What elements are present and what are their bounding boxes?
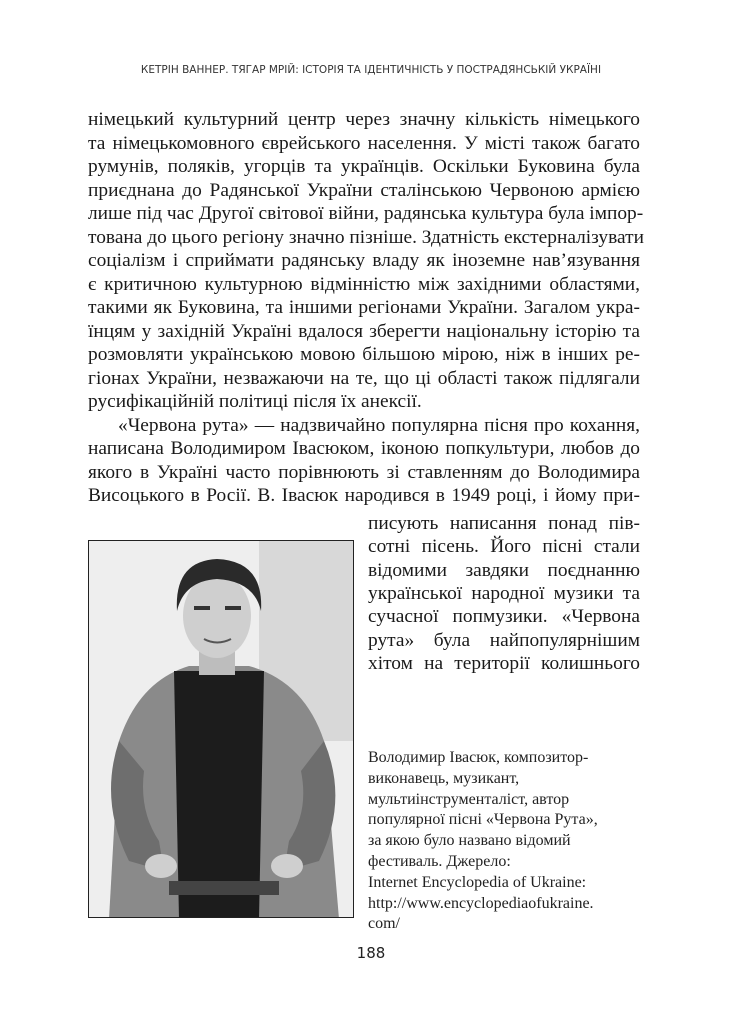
body-line: Висоцького в Росії. В. Івасюк народився в 1949 році, і йому при-: [88, 485, 640, 506]
body-line: лише під час Другої світової війни, радянська культура була імпор-: [88, 203, 644, 224]
caption-line: com/: [368, 915, 400, 933]
body-line-wrapped: рута» була найпопулярнішим: [368, 629, 640, 651]
body-line: та німецькомовного єврейського населення. У місті також багато: [88, 132, 640, 154]
body-line: їнцям у західній Україні вдалося зберегти національну історію та: [88, 320, 640, 342]
caption-line: Internet Encyclopedia of Ukraine:: [368, 873, 587, 891]
body-line-wrapped: хітом на території колишнього: [368, 652, 640, 674]
body-line-wrapped: сотні пісень. Його пісні стали: [368, 536, 640, 558]
body-line: тована до цього регіону значно пізніше. Здатність екстерналізувати: [88, 226, 644, 248]
body-line: приєднана до Радянської України сталінською Червоною армією: [88, 179, 640, 201]
caption-line: популярної пісні «Червона Рута»,: [368, 811, 598, 829]
body-line: гіонах України, незважаючи на те, що ці області також підлягали: [88, 367, 640, 389]
body-line: «Червона рута» — надзвичайно популярна пісня про кохання,: [118, 414, 640, 436]
portrait-image: [89, 541, 354, 918]
photo-caption: [368, 748, 648, 935]
body-line: такими як Буковина, та іншими регіонами України. Загалом укра-: [88, 297, 640, 318]
body-line-wrapped: писують написання понад пів-: [368, 513, 640, 534]
caption-line: http://www.encyclopediaofukraine.: [368, 894, 594, 912]
body-line: румунів, поляків, угорців та українців. Оскільки Буковина була: [88, 156, 640, 177]
body-line: розмовляти українською мовою більшою мірою, ніж в інших ре-: [88, 344, 640, 365]
body-line-wrapped: української народної музики та: [368, 582, 640, 604]
caption-line: за якою було названо відомий: [368, 832, 571, 850]
caption-line: Володимир Івасюк, композитор-: [368, 749, 589, 766]
body-line: написана Володимиром Івасюком, іконою попкультури, любов до: [88, 438, 640, 459]
body-line: якого в Україні часто порівнюють зі ставленням до Володимира: [88, 461, 640, 483]
running-header: КЕТРІН ВАННЕР. ТЯГАР МРІЙ: ІСТОРІЯ ТА ІДЕНТИЧНІСТЬ У ПОСТРАДЯНСЬКІЙ УКРАЇНІ: [140, 64, 602, 76]
body-line: є критичною культурною відмінністю між західними областями,: [88, 273, 640, 295]
caption-line: фестиваль. Джерело:: [368, 852, 511, 870]
portrait-photo: [88, 540, 354, 918]
body-line-wrapped: сучасної попмузики. «Червона: [368, 606, 640, 628]
body-line-wrapped: відомими завдяки поєднанню: [368, 559, 640, 581]
caption-line: мультиінструменталіст, автор: [368, 790, 570, 808]
caption-line: виконавець, музикант,: [368, 769, 520, 787]
body-line: русифікаційній політиці після їх анексії.: [88, 391, 422, 412]
body-line: соціалізм і сприймати радянську владу як іноземне нав’язування: [88, 250, 640, 271]
page-number: 188: [356, 944, 386, 962]
body-line: німецький культурний центр через значну кількість німецького: [88, 109, 640, 130]
